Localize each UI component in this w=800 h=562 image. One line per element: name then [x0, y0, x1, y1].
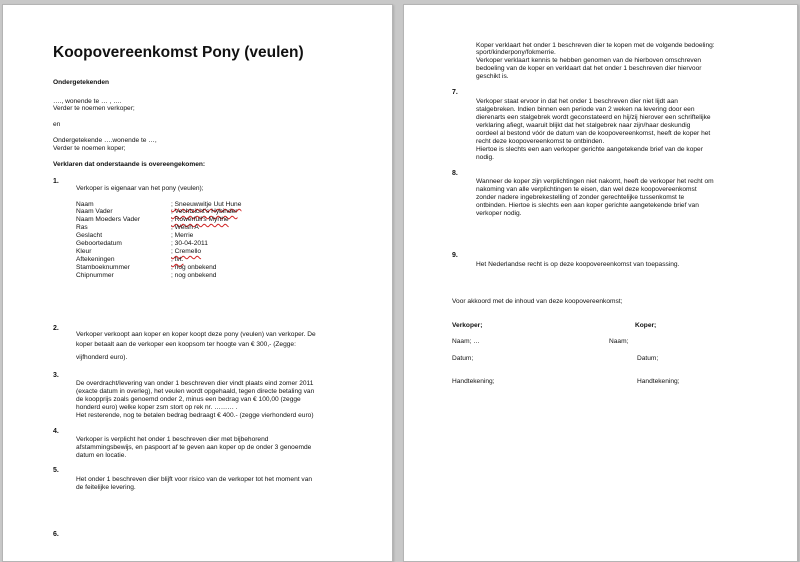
document-title: Koopovereenkomst Pony (veulen)	[53, 44, 304, 61]
seller-date-field: Datum;	[452, 355, 474, 362]
section-4-line: Verkoper is verplicht het onder 1 beschreven dier met bijbehorend	[76, 436, 269, 443]
seller-label: Verder te noemen verkoper;	[53, 105, 135, 112]
document-page-1	[2, 4, 393, 562]
section-1-intro: Verkoper is eigenaar van het pony (veulen);	[76, 185, 204, 192]
section-7-line: verklaring afiegt, waaruit blijkt dat het stalgebrek naar zijn/haar deskundig	[476, 122, 691, 129]
section-2-line: koper betaalt aan de verkoper een koopsom ter hoogte van € 300,- (Zegge:	[76, 341, 296, 348]
and-word: en	[53, 121, 61, 128]
section-4-line: afstammingsbewijs, en paspoort af te geven aan koper op de onder 3 genoemde	[76, 444, 312, 451]
pony-field-label: Stamboeknummer	[76, 264, 130, 271]
section-3-line: honderd euro) welke koper zsm stort op rek nr. ……… .	[76, 404, 238, 411]
pony-field-label: Chipnummer	[76, 272, 114, 279]
section-7-line: Verkoper staat ervoor in dat het onder 1 beschreven dier niet lijdt aan	[476, 98, 678, 105]
section-8-line: ontbinden. Hiertoe is slechts een aan koper gerichte aangetekende brief van	[476, 202, 699, 209]
intent-line: sport/kinderpony/fokmerrie.	[476, 49, 556, 56]
agreement-text: Voor akkoord met de inhoud van deze koopovereenkomst;	[452, 298, 623, 305]
section-8-number: 8.	[452, 170, 458, 177]
section-2-line: Verkoper verkoopt aan koper en koper koopt deze pony (veulen) van verkoper. De	[76, 331, 316, 338]
pony-field-value-text: ; Cremello	[171, 248, 202, 255]
document-page-2	[403, 4, 798, 562]
pony-field-label: Geboortedatum	[76, 240, 122, 247]
section-3-line: de koopprijs zoals genoemd onder 2, minus een bedrag van € 100,00 (zegge	[76, 396, 301, 403]
pony-field-value-text: ; Rowerfull's Myrthe	[171, 216, 229, 223]
intent-line: Koper verklaart het onder 1 beschreven dier te kopen met de volgende bedoeling:	[476, 42, 715, 49]
section-5-line: Het onder 1 beschreven dier blijft voor risico van de verkoper tot het moment van	[76, 476, 313, 483]
pony-field-value: ; nog onbekend	[171, 272, 217, 279]
section-2-line: vijfhonderd euro).	[76, 354, 128, 361]
declare-heading: Verklaren dat onderstaande is overeengekomen:	[53, 161, 206, 168]
section-7-line: stalgebreken. Indien binnen een periode van 2 weken na levering door een	[476, 106, 695, 113]
section-8-line: Wanneer de koper zijn verplichtingen niet nakomt, heeft de verkoper het recht om	[476, 178, 714, 185]
pony-field-label: Ras	[76, 224, 88, 231]
pony-field-value: ; Merrie	[171, 232, 194, 239]
buyer-signature-field: Handtekening;	[637, 378, 680, 385]
section-1-number: 1.	[53, 178, 59, 185]
pony-field-value-text: ; Vechtzicht's Hybinder	[171, 208, 238, 215]
section-3-number: 3.	[53, 372, 59, 379]
intent-line: bedoeling van de koper en verklaart dat het onder 1 beschreven dier hiervoor	[476, 65, 702, 72]
section-7-line: dierenarts een stalgebrek wordt geconstateerd en hij/zij hierover een schriftelijke	[476, 114, 711, 121]
section-8-line: nakoming van alle verplichtingen te eisen, dan wel deze koopovereenkomst	[476, 186, 697, 193]
seller-name-field: Naam; …	[452, 338, 480, 345]
section-7-line: recht deze koopovereenkomst te ontbinden.	[476, 138, 605, 145]
undersigned-heading: Ondergetekenden	[53, 79, 110, 86]
pony-field-value-text: ; tvt.	[171, 256, 184, 263]
buyer-signature-heading: Koper;	[635, 322, 657, 329]
section-5-number: 5.	[53, 467, 59, 474]
buyer-date-field: Datum;	[637, 355, 659, 362]
section-3-line: Het resterende, nog te betalen bedrag bedraagt € 400.- (zegge vierhonderd euro)	[76, 412, 314, 419]
pony-field-label: Aftekeningen	[76, 256, 115, 263]
section-2-number: 2.	[53, 325, 59, 332]
section-4-number: 4.	[53, 428, 59, 435]
pony-field-label: Naam	[76, 201, 94, 208]
section-7-line: Hiertoe is slechts een aan verkoper gerichte aangetekende brief van de koper	[476, 146, 703, 153]
seller-name-line: …., wonende te … , ….	[53, 98, 122, 105]
pony-field-label: Naam Vader	[76, 208, 113, 215]
pony-field-value: ; 30-04-2011	[171, 240, 208, 247]
section-3-line: De overdracht/levering van onder 1 beschreven dier vindt plaats eind zomer 2011	[76, 380, 314, 387]
intent-line: Verkoper verklaart kennis te hebben genomen van de hierboven omschreven	[476, 57, 702, 64]
section-8-line: zonder nadere ingebrekestelling of zonder gerechtelijke tussenkomst te	[476, 194, 685, 201]
section-4-line: datum en locatie.	[76, 452, 127, 459]
buyer-name-line: Ondergetekende ….wonende te …,	[53, 137, 157, 144]
pony-field-label: Geslacht	[76, 232, 103, 239]
section-9-text: Het Nederlandse recht is op deze koopovereenkomst van toepassing.	[476, 261, 680, 268]
buyer-label: Verder te noemen koper;	[53, 145, 126, 152]
seller-signature-heading: Verkoper;	[452, 322, 483, 329]
section-5-line: de feitelijke levering.	[76, 484, 136, 491]
section-9-number: 9.	[452, 252, 458, 259]
section-7-number: 7.	[452, 89, 458, 96]
section-7-line: nodig.	[476, 154, 494, 161]
intent-line: geschikt is.	[476, 73, 509, 80]
section-3-line: (exacte datum in overleg), het veulen wordt opgehaald, tegen directe betaling van	[76, 388, 315, 395]
section-7-line: oordeel al bestond vóór de datum van de koopovereenkomst, heeft de koper het	[476, 130, 711, 137]
pony-field-value: ; Welsh A	[171, 224, 199, 231]
section-6-number: 6.	[53, 531, 59, 538]
pony-field-label: Kleur	[76, 248, 92, 255]
pony-field-value: ; nog onbekend	[171, 264, 217, 271]
buyer-name-field: Naam;	[609, 338, 629, 345]
pony-field-value-text: ; Sneeuwwitje Uut Hune	[171, 201, 242, 208]
section-8-line: verkoper nodig.	[476, 210, 522, 217]
pony-field-label: Naam Moeders Vader	[76, 216, 141, 223]
seller-signature-field: Handtekening;	[452, 378, 495, 385]
